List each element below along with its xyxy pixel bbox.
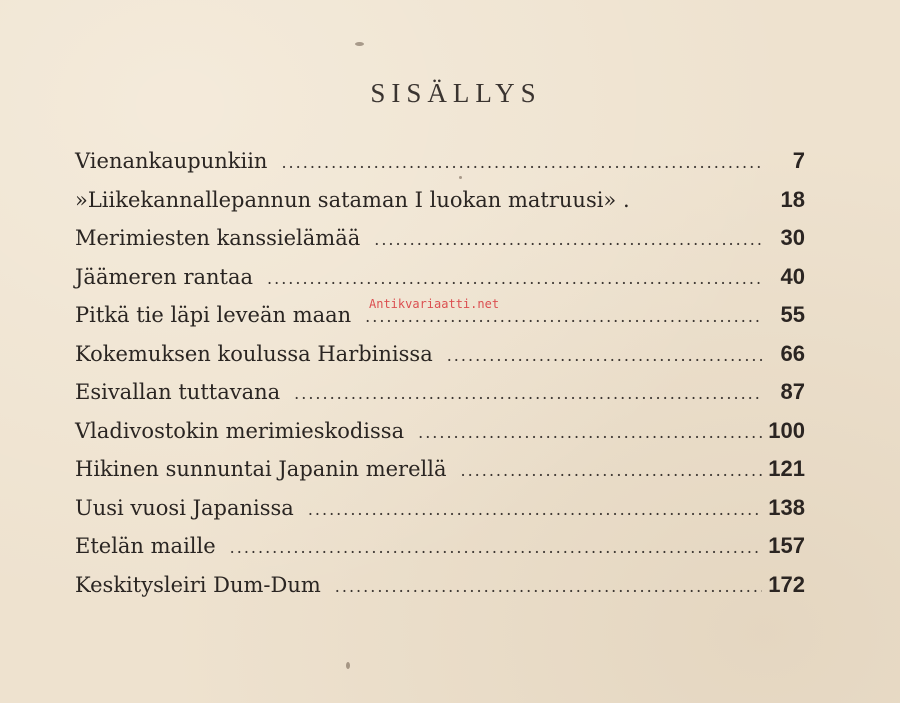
toc-entry-page: 18 <box>780 186 805 212</box>
toc-entry-title: Etelän maille <box>75 534 216 558</box>
ink-speck <box>346 662 350 669</box>
toc-entry-title: Merimiesten kanssielämää <box>75 226 361 250</box>
table-of-contents <box>75 142 805 604</box>
toc-entry <box>75 335 805 374</box>
toc-entry-title: Keskitysleiri Dum-Dum <box>75 572 321 597</box>
toc-entry-title: Esivallan tuttavana <box>75 380 281 404</box>
toc-entry-title: Kokemuksen koulussa Harbinissa <box>75 341 433 366</box>
dot-leader <box>267 260 763 299</box>
ink-speck <box>355 42 364 46</box>
toc-entry-title: Uusi vuosi Japanissa <box>75 495 294 520</box>
watermark-text: Antikvariaatti.net <box>369 297 500 311</box>
toc-entry-page: 7 <box>792 148 805 173</box>
dot-leader <box>294 375 763 414</box>
toc-entry-page: 87 <box>780 379 805 404</box>
toc-entry <box>75 527 805 566</box>
dot-leader <box>230 529 763 568</box>
toc-entry-page: 40 <box>780 263 805 289</box>
toc-entry-title: Vladivostokin merimieskodissa <box>75 418 405 443</box>
toc-entry <box>75 258 805 297</box>
toc-entry <box>75 566 805 605</box>
dot-leader <box>374 221 763 260</box>
dot-leader <box>418 414 762 453</box>
dot-leader <box>281 144 763 183</box>
dot-leader <box>447 337 763 376</box>
toc-entry <box>75 412 805 451</box>
toc-entry-page: 138 <box>768 494 805 520</box>
toc-entry <box>75 489 805 528</box>
toc-entry <box>75 142 805 181</box>
toc-entry-title: Jäämeren rantaa <box>75 264 254 289</box>
dot-leader <box>460 452 762 491</box>
toc-entry-page: 30 <box>780 225 805 250</box>
toc-entry-title: Hikinen sunnuntai Japanin merellä <box>75 457 447 481</box>
toc-entry-page: 157 <box>768 533 805 558</box>
toc-entry <box>75 373 805 412</box>
toc-entry <box>75 450 805 489</box>
toc-entry-page: 66 <box>780 340 805 366</box>
toc-entry-page: 100 <box>768 417 805 443</box>
dot-leader <box>308 491 762 530</box>
toc-entry <box>75 219 805 258</box>
toc-entry-page: 121 <box>768 456 805 481</box>
page-title: SISÄLLYS <box>370 78 542 108</box>
toc-entry-page: 172 <box>768 571 805 597</box>
toc-entry <box>75 181 805 220</box>
toc-entry-title: »Liikekannallepannun sataman I luokan matruusi» . <box>75 187 630 212</box>
toc-entry-title: Vienankaupunkiin <box>75 149 268 173</box>
toc-entry-page: 55 <box>780 302 805 327</box>
dot-leader <box>335 568 762 607</box>
toc-entry-title: Pitkä tie läpi leveän maan <box>75 303 352 327</box>
